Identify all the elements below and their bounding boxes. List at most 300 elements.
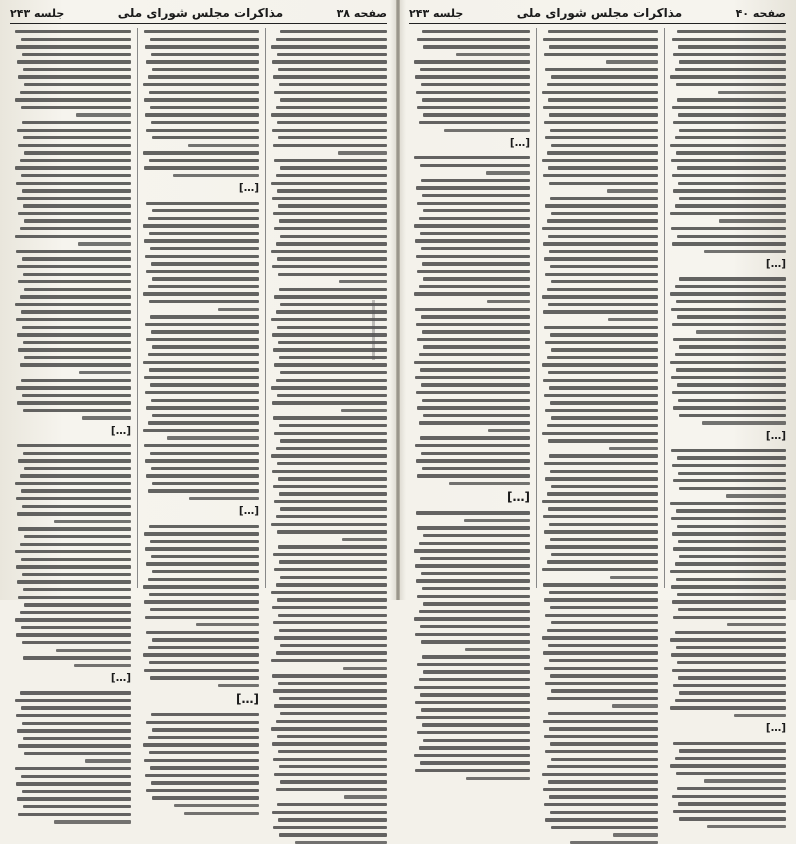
text-line — [278, 545, 387, 548]
text-line — [174, 804, 259, 807]
text-line — [416, 323, 530, 326]
text-line — [279, 492, 387, 495]
text-line — [276, 651, 387, 654]
text-line — [551, 348, 658, 351]
left-columns — [10, 28, 387, 707]
text-line — [677, 383, 786, 386]
text-line — [342, 538, 387, 541]
text-line — [276, 788, 387, 791]
text-line — [419, 217, 530, 220]
text-line — [544, 530, 658, 533]
text-line — [16, 565, 131, 568]
text-line — [274, 295, 387, 298]
text-line — [422, 262, 530, 265]
text-line — [23, 341, 131, 344]
text-line — [676, 368, 786, 371]
right-page — [399, 0, 796, 735]
text-line — [22, 189, 131, 192]
text-line — [24, 288, 131, 291]
text-line — [549, 182, 658, 185]
text-line — [145, 616, 259, 619]
text-line — [276, 174, 387, 177]
text-line — [271, 523, 387, 526]
text-block — [670, 740, 786, 829]
text-line — [677, 235, 786, 238]
text-line — [143, 292, 259, 295]
text-line — [24, 219, 131, 222]
text-line — [673, 121, 786, 124]
text-line — [419, 353, 530, 356]
text-line — [673, 684, 786, 687]
text-line — [679, 487, 786, 490]
right-col-1 — [664, 28, 786, 735]
text-line — [542, 91, 658, 94]
text-line — [148, 489, 259, 492]
text-line — [670, 292, 786, 295]
text-line — [672, 323, 786, 326]
text-line — [15, 482, 131, 485]
text-line — [542, 363, 658, 366]
text-line — [672, 795, 786, 798]
text-line — [671, 653, 786, 656]
text-line — [274, 500, 387, 503]
text-line — [276, 310, 387, 313]
text-line — [543, 310, 658, 313]
text-line — [276, 106, 387, 109]
text-line — [549, 795, 658, 798]
text-line — [419, 421, 530, 424]
text-line — [274, 432, 387, 435]
text-line — [679, 277, 786, 280]
text-line — [146, 129, 259, 132]
text-line — [543, 174, 658, 177]
text-line — [550, 129, 658, 132]
text-line — [420, 68, 530, 71]
text-line — [550, 197, 658, 200]
text-line — [150, 383, 259, 386]
text-line — [143, 743, 259, 746]
text-block — [542, 28, 658, 844]
text-line — [18, 813, 131, 816]
text-line — [15, 550, 131, 553]
text-line — [670, 144, 786, 147]
text-line — [280, 235, 387, 238]
text-line — [547, 765, 658, 768]
left-col-3 — [10, 28, 131, 685]
text-line — [273, 689, 387, 692]
text-line — [548, 166, 658, 169]
text-line — [24, 603, 131, 606]
text-block — [15, 28, 131, 420]
text-line — [676, 578, 786, 581]
text-line — [414, 754, 530, 757]
text-line — [146, 721, 259, 724]
text-line — [673, 810, 786, 813]
text-line — [152, 570, 259, 573]
text-line — [150, 38, 259, 41]
text-line — [24, 356, 131, 359]
text-line — [278, 136, 387, 139]
text-line — [551, 553, 658, 556]
text-line — [678, 182, 786, 185]
text-line — [21, 106, 131, 109]
text-line — [276, 38, 387, 41]
text-line — [21, 558, 131, 561]
text-line — [274, 636, 387, 639]
scan-artifact — [372, 300, 375, 360]
right-page-title: مذاکرات مجلس شورای ملی — [516, 6, 683, 20]
text-line — [544, 667, 658, 670]
text-block — [15, 689, 131, 823]
text-line — [272, 470, 387, 473]
text-line — [679, 197, 786, 200]
text-line — [16, 782, 131, 785]
text-line — [24, 752, 131, 755]
text-line — [543, 106, 658, 109]
text-line — [16, 633, 131, 636]
text-line — [420, 232, 530, 235]
text-line — [678, 608, 786, 611]
text-line — [274, 227, 387, 230]
text-line — [20, 474, 131, 477]
text-line — [276, 515, 387, 518]
text-line — [423, 534, 530, 537]
text-line — [422, 467, 530, 470]
text-line — [545, 273, 658, 276]
text-line — [280, 507, 387, 510]
text-line — [671, 308, 786, 311]
text-line — [280, 780, 387, 783]
text-line — [149, 300, 259, 303]
text-line — [21, 379, 131, 382]
text-line — [271, 250, 387, 253]
text-line — [143, 653, 259, 656]
text-line — [22, 326, 131, 329]
text-line — [545, 545, 658, 548]
text-line — [277, 735, 387, 738]
text-line — [144, 532, 259, 535]
text-line — [152, 482, 259, 485]
text-line — [544, 53, 658, 56]
text-line — [151, 53, 259, 56]
text-line — [545, 614, 658, 617]
text-line — [414, 292, 530, 295]
text-line — [145, 459, 259, 462]
text-line — [548, 712, 658, 715]
text-line — [675, 353, 786, 356]
text-line — [676, 300, 786, 303]
text-line — [148, 285, 259, 288]
text-line — [280, 30, 387, 33]
text-line — [143, 224, 259, 227]
text-line — [414, 549, 530, 552]
text-line — [22, 573, 131, 576]
text-line — [487, 300, 530, 303]
text-line — [612, 704, 658, 707]
text-line — [673, 338, 786, 341]
text-block — [670, 275, 786, 424]
text-line — [704, 250, 786, 253]
text-line — [423, 113, 530, 116]
text-line — [677, 661, 786, 664]
text-line — [344, 795, 387, 798]
text-line — [144, 166, 259, 169]
text-line — [278, 750, 387, 753]
text-line — [274, 159, 387, 162]
text-line — [548, 30, 658, 33]
text-line — [22, 257, 131, 260]
text-line — [672, 106, 786, 109]
text-line — [20, 227, 131, 230]
text-block — [143, 200, 259, 501]
text-line — [676, 83, 786, 86]
text-line — [277, 257, 387, 260]
text-line — [279, 424, 387, 427]
text-line — [672, 669, 786, 672]
right-col-2 — [536, 28, 658, 588]
text-line — [152, 68, 259, 71]
text-line — [17, 265, 131, 268]
text-line — [339, 280, 387, 283]
text-line — [551, 485, 658, 488]
text-line — [423, 739, 530, 742]
right-page-number: صفحه ۴۰ — [735, 6, 786, 20]
text-line — [672, 391, 786, 394]
text-line — [549, 591, 658, 594]
text-line — [545, 818, 658, 821]
text-line — [277, 803, 387, 806]
section-heading: […] — [509, 136, 530, 149]
text-line — [543, 379, 658, 382]
text-line — [416, 255, 530, 258]
text-line — [15, 699, 131, 702]
text-line — [421, 572, 530, 575]
text-line — [279, 560, 387, 563]
text-line — [670, 502, 786, 505]
text-line — [279, 288, 387, 291]
text-line — [145, 547, 259, 550]
text-line — [15, 166, 131, 169]
right-running-head — [409, 6, 786, 24]
text-line — [277, 598, 387, 601]
text-block — [271, 28, 387, 844]
text-line — [23, 737, 131, 740]
text-line — [271, 182, 387, 185]
text-line — [550, 538, 658, 541]
text-line — [415, 376, 530, 379]
text-line — [278, 818, 387, 821]
text-line — [23, 588, 131, 591]
text-line — [148, 217, 259, 220]
text-line — [419, 285, 530, 288]
text-line — [422, 194, 530, 197]
text-line — [82, 416, 131, 419]
text-line — [20, 295, 131, 298]
left-running-head — [10, 6, 387, 24]
text-line — [444, 129, 530, 132]
text-line — [273, 553, 387, 556]
text-line — [341, 409, 387, 412]
text-line — [152, 796, 259, 799]
text-line — [15, 303, 131, 306]
section-heading: […] — [110, 424, 131, 437]
right-columns — [409, 28, 786, 735]
text-line — [670, 361, 786, 364]
text-line — [23, 273, 131, 276]
text-line — [17, 580, 131, 583]
text-line — [548, 780, 658, 783]
text-line — [274, 91, 387, 94]
text-line — [417, 663, 530, 666]
text-line — [21, 775, 131, 778]
text-line — [149, 91, 259, 94]
text-line — [279, 83, 387, 86]
text-line — [273, 485, 387, 488]
text-line — [420, 368, 530, 371]
text-line — [547, 697, 658, 700]
text-line — [17, 197, 131, 200]
text-line — [671, 585, 786, 588]
text-line — [144, 239, 259, 242]
text-line — [24, 151, 131, 154]
text-line — [672, 38, 786, 41]
text-line — [421, 247, 530, 250]
text-line — [273, 348, 387, 351]
text-line — [415, 444, 530, 447]
text-line — [673, 406, 786, 409]
text-line — [146, 406, 259, 409]
text-line — [16, 318, 131, 321]
text-line — [548, 371, 658, 374]
text-line — [415, 75, 530, 78]
text-line — [675, 136, 786, 139]
text-line — [280, 712, 387, 715]
text-line — [677, 593, 786, 596]
text-line — [550, 742, 658, 745]
text-line — [613, 833, 658, 836]
text-line — [420, 164, 530, 167]
text-line — [417, 202, 530, 205]
text-line — [545, 477, 658, 480]
text-line — [417, 338, 530, 341]
text-line — [272, 742, 387, 745]
text-line — [280, 166, 387, 169]
text-line — [143, 429, 259, 432]
text-line — [273, 621, 387, 624]
section-heading: […] — [236, 692, 259, 707]
text-line — [550, 333, 658, 336]
section-heading: […] — [765, 429, 786, 442]
text-line — [673, 547, 786, 550]
text-line — [420, 625, 530, 628]
text-line — [548, 235, 658, 238]
text-line — [417, 595, 530, 598]
text-line — [280, 303, 387, 306]
text-line — [23, 136, 131, 139]
text-line — [20, 691, 131, 694]
text-line — [273, 416, 387, 419]
section-heading: […] — [238, 505, 259, 518]
text-line — [543, 242, 658, 245]
text-line — [271, 113, 387, 116]
text-line — [543, 720, 658, 723]
text-line — [143, 151, 259, 154]
text-line — [23, 204, 131, 207]
text-line — [85, 759, 131, 762]
text-line — [551, 621, 658, 624]
text-line — [23, 409, 131, 412]
text-line — [679, 60, 786, 63]
text-line — [20, 91, 131, 94]
text-line — [18, 212, 131, 215]
text-line — [678, 113, 786, 116]
text-line — [414, 361, 530, 364]
section-heading: […] — [238, 182, 259, 195]
text-line — [416, 511, 530, 514]
text-line — [22, 641, 131, 644]
text-line — [17, 129, 131, 132]
text-line — [414, 156, 530, 159]
text-line — [707, 825, 786, 828]
text-line — [542, 295, 658, 298]
left-col-1 — [265, 28, 387, 588]
text-line — [78, 242, 131, 245]
text-line — [702, 421, 786, 424]
text-line — [151, 555, 259, 558]
text-line — [152, 209, 259, 212]
text-line — [54, 520, 131, 523]
text-line — [542, 227, 658, 230]
text-line — [456, 53, 530, 56]
text-line — [545, 750, 658, 753]
text-line — [271, 727, 387, 730]
text-line — [421, 383, 530, 386]
text-line — [18, 75, 131, 78]
text-line — [548, 439, 658, 442]
text-line — [146, 202, 259, 205]
text-line — [551, 144, 658, 147]
text-line — [548, 507, 658, 510]
left-col-2 — [137, 28, 259, 707]
text-line — [280, 439, 387, 442]
text-line — [143, 361, 259, 364]
text-line — [15, 235, 131, 238]
text-line — [167, 436, 259, 439]
text-line — [272, 401, 387, 404]
text-line — [606, 60, 658, 63]
text-line — [677, 525, 786, 528]
text-line — [150, 106, 259, 109]
text-line — [676, 646, 786, 649]
text-line — [23, 805, 131, 808]
text-line — [671, 227, 786, 230]
text-line — [542, 500, 658, 503]
text-line — [547, 83, 658, 86]
text-line — [271, 591, 387, 594]
text-line — [22, 505, 131, 508]
text-line — [15, 767, 131, 770]
text-line — [15, 30, 131, 33]
text-line — [423, 670, 530, 673]
text-line — [670, 764, 786, 767]
text-line — [678, 472, 786, 475]
text-line — [218, 308, 259, 311]
text-line — [671, 517, 786, 520]
text-line — [272, 197, 387, 200]
text-line — [143, 585, 259, 588]
text-line — [151, 781, 259, 784]
text-line — [415, 633, 530, 636]
